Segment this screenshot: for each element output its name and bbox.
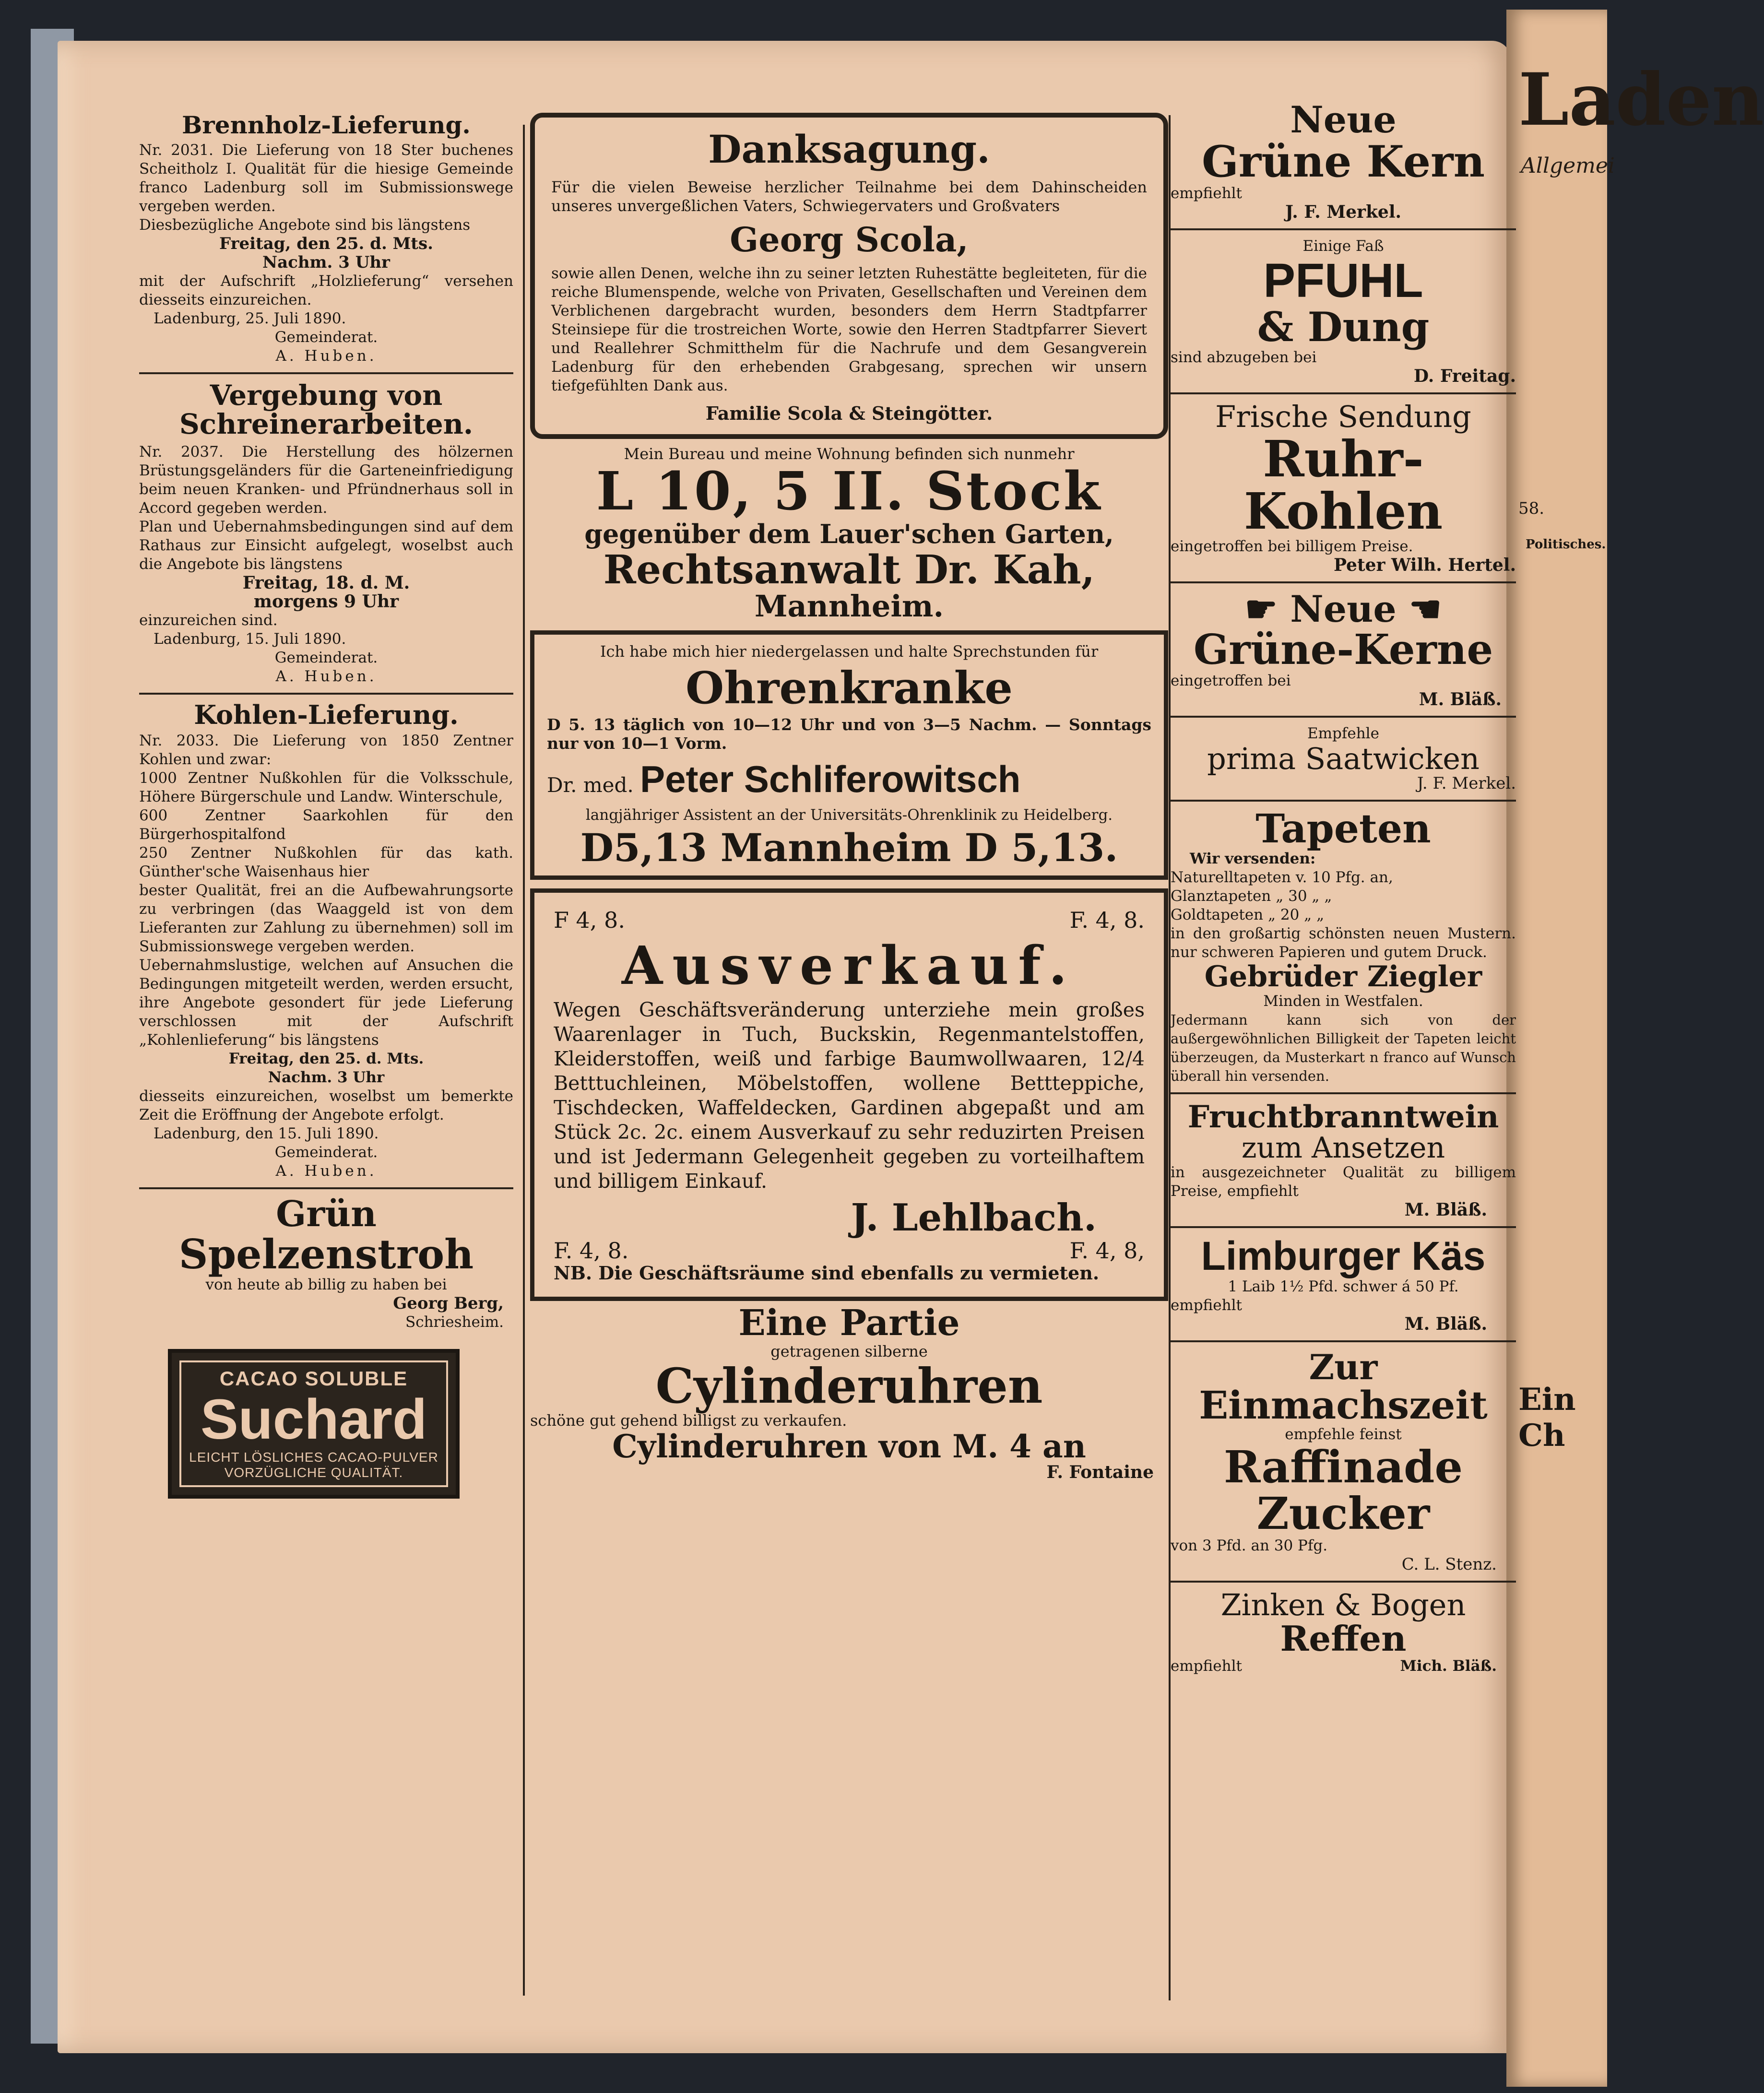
ohren-title: Ohrenkranke bbox=[686, 662, 1013, 714]
suchard-frame bbox=[179, 1360, 448, 1487]
ad-tapeten bbox=[1171, 808, 1516, 1086]
ad-limburger bbox=[1171, 1235, 1516, 1333]
kohlen-intro: Nr. 2033. Die Lieferung von 1850 Zentner Kohlen und zwar: bbox=[139, 732, 513, 768]
kohlen-title: Kohlen-Lieferung. bbox=[194, 699, 459, 731]
ad-kohlen bbox=[139, 701, 513, 1181]
pfuhl-seller: D. Freitag. bbox=[1413, 366, 1516, 387]
tapeten-firm: Gebrüder Ziegler bbox=[1204, 960, 1482, 994]
divider bbox=[139, 1187, 513, 1189]
kohlen-body3: diesseits einzureichen, woselbst um bemerkte Zeit die Eröffnung der Angebote erfolgt. bbox=[139, 1087, 513, 1123]
ruhr-top: Frische Sendung bbox=[1215, 399, 1471, 435]
pointing-hand-right-icon: ☛ bbox=[1409, 587, 1442, 630]
uhren-seller: F. Fontaine bbox=[1046, 1462, 1154, 1483]
edge-issue-number: 58. bbox=[1518, 499, 1545, 518]
vergebung-title-2: Schreinerarbeiten. bbox=[179, 408, 474, 441]
brannt-title-2: zum Ansetzen bbox=[1241, 1131, 1445, 1165]
edge-section: Politisches. bbox=[1526, 537, 1606, 552]
suchard-sub-1: LEICHT LÖSLICHES CACAO-PULVER bbox=[189, 1449, 438, 1465]
ad-ruhr-kohlen bbox=[1171, 401, 1516, 574]
kerne-seller: M. Bläß. bbox=[1419, 689, 1502, 710]
pointing-hand-left-icon: ☛ bbox=[1244, 587, 1278, 630]
divider bbox=[1171, 716, 1516, 718]
kaes-title: Limburger Käs bbox=[1201, 1233, 1486, 1279]
suchard-brand: Suchard bbox=[200, 1387, 427, 1451]
tapeten-row-2: Glanztapeten „ 30 „ „ bbox=[1171, 887, 1332, 905]
kah-name: Rechtsanwalt Dr. Kah, bbox=[603, 547, 1095, 593]
uhren-price: Cylinderuhren von M. 4 an bbox=[612, 1427, 1086, 1465]
zinken-title-1: Zinken & Bogen bbox=[1220, 1587, 1466, 1623]
uhren-title: Eine Partie bbox=[738, 1302, 960, 1344]
brannt-line: in ausgezeichneter Qualität zu billigem Preise, empfiehlt bbox=[1171, 1164, 1516, 1200]
divider bbox=[1171, 800, 1516, 802]
ausverkauf-code-tr: F. 4, 8. bbox=[1069, 907, 1145, 933]
brennholz-offers: Diesbezügliche Angebote sind bis längstens bbox=[139, 216, 471, 234]
tapeten-title: Tapeten bbox=[1255, 806, 1431, 852]
ad-zinken bbox=[1171, 1589, 1516, 1676]
dank-title: Danksagung. bbox=[708, 127, 990, 172]
vergebung-date: Freitag, 18. d. M. bbox=[242, 573, 410, 593]
saat-seller: J. F. Merkel. bbox=[1417, 774, 1516, 793]
ausverkauf-body: Wegen Geschäftsveränderung unterziehe mein großes Waarenlager in Tuch, Buckskin, Regenmantelstoffen, Kleiderstoffen, weiß und farbige Baumwollwaaren, 12/4 Betttuchleinen, Möbelstoffen, wollene Bettteppiche, Tischdecken, Waffeldecken, Gardinen abgepaßt und am Stück 2c. 2c. einem Ausverkauf zu sehr reduzirten Preisen und ist Jedermann Gelegenheit gegeben zu vorteilhaftem und billigem Einkauf. bbox=[554, 998, 1145, 1193]
divider bbox=[1171, 1226, 1516, 1228]
dank-name: Georg Scola, bbox=[730, 220, 969, 260]
ad-gruene-kern bbox=[1171, 98, 1516, 223]
einmach-title-1: Zur bbox=[1309, 1346, 1378, 1387]
vergebung-council: Gemeinderat. bbox=[274, 649, 378, 667]
kerne-line: eingetroffen bei bbox=[1171, 672, 1291, 690]
kohlen-signer: A. Huben. bbox=[275, 1162, 377, 1180]
pfuhl-title-1: PFUHL bbox=[1263, 254, 1423, 308]
ohren-hours: D 5. 13 täglich von 10—12 Uhr und von 3—5 Nachm. — Sonntags nur von 10—1 Vorm. bbox=[547, 715, 1151, 753]
divider bbox=[139, 693, 513, 695]
saat-title: prima Saatwicken bbox=[1207, 741, 1480, 777]
uhren-line: schöne gut gehend billigst zu verkaufen. bbox=[530, 1411, 847, 1430]
vergebung-title-1: Vergebung von bbox=[210, 378, 443, 412]
brennholz-signer: A. Huben. bbox=[275, 347, 377, 365]
kern-line: empfiehlt bbox=[1171, 185, 1242, 202]
ad-gruene-kerne bbox=[1171, 587, 1516, 710]
suchard-top: CACAO SOLUBLE bbox=[219, 1367, 408, 1390]
brennholz-date: Freitag, den 25. d. Mts. bbox=[219, 234, 433, 253]
ohren-doctor-prefix: Dr. med. bbox=[547, 773, 634, 797]
ad-brennholz bbox=[139, 113, 513, 366]
ruhr-line: eingetroffen bei billigem Preise. bbox=[1171, 537, 1413, 555]
brennholz-place: Ladenburg, 25. Juli 1890. bbox=[154, 309, 346, 327]
vergebung-body3: einzureichen sind. bbox=[139, 612, 278, 629]
kohlen-body2: Uebernahmslustige, welchen auf Ansuchen die Bedingungen mitgeteilt werden, werden ersucht, ihre Angebote gesondert für jede Lieferung verschlossen mit der Aufschrift „Kohlenlieferung“ bis längstens bbox=[139, 956, 513, 1049]
ausverkauf-code-br: F. 4, 8, bbox=[1069, 1238, 1145, 1264]
kah-city: Mannheim. bbox=[754, 589, 944, 624]
kaes-line-2: empfiehlt bbox=[1171, 1296, 1242, 1314]
tapeten-body: in den großartig schönsten neuen Mustern. nur schweren Papieren und gutem Druck. bbox=[1171, 925, 1516, 961]
dank-body: sowie allen Denen, welche ihn zu seiner letzten Ruhestätte begleiteten, für die reiche Blumenspende, welche von Privaten, Gesellschaften und Vereinen dem Verblichenen dargebracht wurden, besonders dem Herrn Stadtpfarrer Steinsiepe für die trostreichen Worte, sowie den Herren Stadtpfarrer Sievert und Reallehrer Schmitthelm für die Nachrufe und dem Gesangverein Ladenburg für den erhebenden Grabgesang, sprechen wir unsern tiefgefühlten Dank aus. bbox=[551, 264, 1147, 394]
ad-cylinderuhren bbox=[530, 1302, 1168, 1483]
kohlen-item-3: 250 Zentner Nußkohlen für das kath. Günther'sche Waisenhaus hier bbox=[139, 844, 513, 880]
ausverkauf-nb: NB. Die Geschäftsräume sind ebenfalls zu vermieten. bbox=[554, 1262, 1100, 1284]
kaes-line: 1 Laib 1½ Pfd. schwer á 50 Pf. bbox=[1228, 1277, 1459, 1295]
column-middle bbox=[530, 113, 1168, 1482]
dank-intro: Für die vielen Beweise herzlicher Teilnahme bei dem Dahinscheiden unseres unvergeßlichen Vaters, Schwiegervaters und Großvaters bbox=[551, 178, 1147, 215]
kerne-title-1-text: Neue bbox=[1290, 587, 1397, 630]
tapeten-row-3: Goldtapeten „ 20 „ „ bbox=[1171, 906, 1325, 924]
einmach-title-2: Einmachszeit bbox=[1199, 1383, 1488, 1428]
ad-kah bbox=[530, 445, 1168, 622]
ohren-assistant: langjähriger Assistent an der Universitäts-Ohrenklinik zu Heidelberg. bbox=[585, 806, 1113, 824]
brennholz-council: Gemeinderat. bbox=[274, 328, 378, 346]
pfuhl-line: sind abzugeben bei bbox=[1171, 349, 1317, 367]
column-left bbox=[139, 113, 513, 1499]
edge-subtitle: Allgemei bbox=[1521, 154, 1615, 178]
stroh-name: Georg Berg, bbox=[393, 1293, 504, 1313]
kohlen-date: Freitag, den 25. d. Mts. bbox=[228, 1050, 424, 1067]
edge-heading: Ein Ch bbox=[1518, 1382, 1576, 1454]
kern-title-1: Neue bbox=[1290, 98, 1397, 141]
kern-seller: J. F. Merkel. bbox=[1285, 202, 1402, 223]
stroh-title-2: Spelzenstroh bbox=[178, 1230, 474, 1278]
brannt-title-1: Fruchtbranntwein bbox=[1187, 1099, 1499, 1135]
ad-vergebung bbox=[139, 378, 513, 686]
stroh-title-1: Grün bbox=[276, 1193, 377, 1235]
kohlen-place: Ladenburg, den 15. Juli 1890. bbox=[154, 1124, 379, 1142]
ruhr-title: Ruhr-Kohlen bbox=[1243, 429, 1443, 541]
ohren-doctor: Peter Schliferowitsch bbox=[640, 757, 1021, 800]
ad-einmachszeit bbox=[1171, 1346, 1516, 1574]
pfuhl-top: Einige Faß bbox=[1302, 237, 1384, 255]
dank-family: Familie Scola & Steingötter. bbox=[705, 402, 993, 424]
divider bbox=[139, 372, 513, 374]
pfuhl-title-2: & Dung bbox=[1257, 303, 1430, 351]
ohren-address: D5,13 Mannheim D 5,13. bbox=[580, 825, 1118, 870]
divider bbox=[1171, 1340, 1516, 1342]
ad-saatwicken bbox=[1171, 724, 1516, 793]
vergebung-body2: Plan und Uebernahmsbedingungen sind auf dem Rathaus zur Einsicht aufgelegt, woselbst auch die Angebote bis längstens bbox=[139, 518, 513, 573]
ausverkauf-code-tl: F 4, 8. bbox=[554, 907, 625, 933]
einmach-item: Raffinade Zucker bbox=[1223, 1441, 1463, 1539]
ad-stroh bbox=[139, 1193, 513, 1332]
brennholz-body2: mit der Aufschrift „Holzlieferung“ versehen diesseits einzureichen. bbox=[139, 272, 513, 308]
einmach-seller: C. L. Stenz. bbox=[1401, 1555, 1497, 1574]
kah-address: L 10, 5 II. Stock bbox=[596, 460, 1102, 522]
brannt-seller: M. Bläß. bbox=[1404, 1200, 1487, 1220]
brennholz-body: Nr. 2031. Die Lieferung von 18 Ster buchenes Scheitholz I. Qualität für die hiesige Gemeinde franco Ladenburg soll im Submissionswege vergeben werden. bbox=[139, 141, 513, 215]
divider bbox=[1171, 392, 1516, 394]
zinken-footer bbox=[1171, 1657, 1516, 1676]
tapeten-body2: Jedermann kann sich von der außergewöhnlichen Billigkeit der Tapeten leicht überzeugen, da Musterkart n franco auf Wunsch überall hin versenden. bbox=[1171, 1012, 1516, 1085]
divider bbox=[1171, 581, 1516, 583]
kerne-title-2: Grüne-Kerne bbox=[1193, 625, 1493, 674]
brennholz-time: Nachm. 3 Uhr bbox=[262, 252, 390, 272]
ausverkauf-title: Ausverkauf. bbox=[621, 934, 1077, 996]
stroh-line: von heute ab billig zu haben bei bbox=[205, 1276, 447, 1293]
kah-line-2: gegenüber dem Lauer'schen Garten, bbox=[584, 519, 1114, 549]
kohlen-item-2: 600 Zentner Saarkohlen für den Bürgerhospitalfond bbox=[139, 806, 513, 843]
ausverkauf-bottom-codes bbox=[554, 1238, 1145, 1264]
divider bbox=[1171, 228, 1516, 230]
kerne-title-1 bbox=[1171, 587, 1516, 630]
ohren-doctor-line bbox=[547, 757, 1151, 801]
kohlen-time: Nachm. 3 Uhr bbox=[268, 1068, 385, 1086]
brennholz-title: Brennholz-Lieferung. bbox=[182, 111, 471, 139]
edge-masthead: Laden bbox=[1518, 58, 1764, 142]
ad-pfuhl bbox=[1171, 237, 1516, 386]
zinken-title-2: Reffen bbox=[1280, 1618, 1407, 1659]
tapeten-intro: Wir versenden: bbox=[1190, 850, 1316, 868]
kohlen-item-1: 1000 Zentner Nußkohlen für die Volksschule, Höhere Bürgerschule und Landw. Winterschule, bbox=[139, 769, 513, 805]
ausverkauf-top-codes bbox=[554, 907, 1145, 933]
suchard-sub-2: VORZÜGLICHE QUALITÄT. bbox=[224, 1465, 403, 1480]
ausverkauf-code-bl: F. 4, 8. bbox=[554, 1238, 629, 1264]
kohlen-body: bester Qualität, frei an die Aufbewahrungsorte zu verbringen (das Waaggeld ist von dem Lieferanten zur Zahlung zu übernehmen) soll im Submissionswege vergeben werden. bbox=[139, 881, 513, 955]
divider bbox=[1171, 1581, 1516, 1583]
kohlen-council: Gemeinderat. bbox=[274, 1143, 378, 1161]
ad-ohrenkranke bbox=[530, 630, 1168, 880]
column-rule-left bbox=[523, 125, 525, 1996]
adjacent-page-edge bbox=[1506, 10, 1764, 2087]
einmach-line: empfehle feinst bbox=[1285, 1426, 1402, 1443]
ad-ausverkauf bbox=[530, 888, 1168, 1301]
uhren-sub: getragenen silberne bbox=[770, 1342, 928, 1360]
vergebung-time: morgens 9 Uhr bbox=[253, 591, 399, 612]
einmach-price: von 3 Pfd. an 30 Pfg. bbox=[1171, 1537, 1328, 1555]
vergebung-place: Ladenburg, 15. Juli 1890. bbox=[154, 630, 346, 648]
tapeten-city: Minden in Westfalen. bbox=[1263, 993, 1423, 1010]
vergebung-signer: A. Huben. bbox=[275, 668, 377, 686]
kaes-seller: M. Bläß. bbox=[1404, 1313, 1487, 1334]
saat-top: Empfehle bbox=[1307, 725, 1379, 743]
tapeten-row-1: Naturelltapeten v. 10 Pfg. an, bbox=[1171, 869, 1393, 887]
stroh-place: Schriesheim. bbox=[405, 1313, 504, 1331]
divider bbox=[1171, 1092, 1516, 1094]
kern-title-2: Grüne Kern bbox=[1201, 136, 1485, 187]
column-right bbox=[1171, 98, 1516, 1676]
vergebung-body: Nr. 2037. Die Herstellung des hölzernen Brüstungsgeländers für die Garteneinfriedigung beim neuen Kranken- und Pfründnerhaus soll in Accord gegeben werden. bbox=[139, 443, 513, 517]
zinken-seller: Mich. Bläß. bbox=[1400, 1657, 1497, 1675]
zinken-line: empfiehlt bbox=[1171, 1657, 1242, 1675]
ohren-intro: Ich habe mich hier niedergelassen und halte Sprechstunden für bbox=[600, 642, 1099, 661]
ad-danksagung bbox=[530, 113, 1168, 439]
ad-suchard bbox=[168, 1349, 460, 1499]
kah-line-1: Mein Bureau und meine Wohnung befinden sich nunmehr bbox=[624, 444, 1075, 463]
ad-fruchtbranntwein bbox=[1171, 1101, 1516, 1219]
uhren-item: Cylinderuhren bbox=[655, 1357, 1043, 1414]
ruhr-seller: Peter Wilh. Hertel. bbox=[1333, 555, 1516, 575]
ausverkauf-name: J. Lehlbach. bbox=[851, 1196, 1097, 1240]
